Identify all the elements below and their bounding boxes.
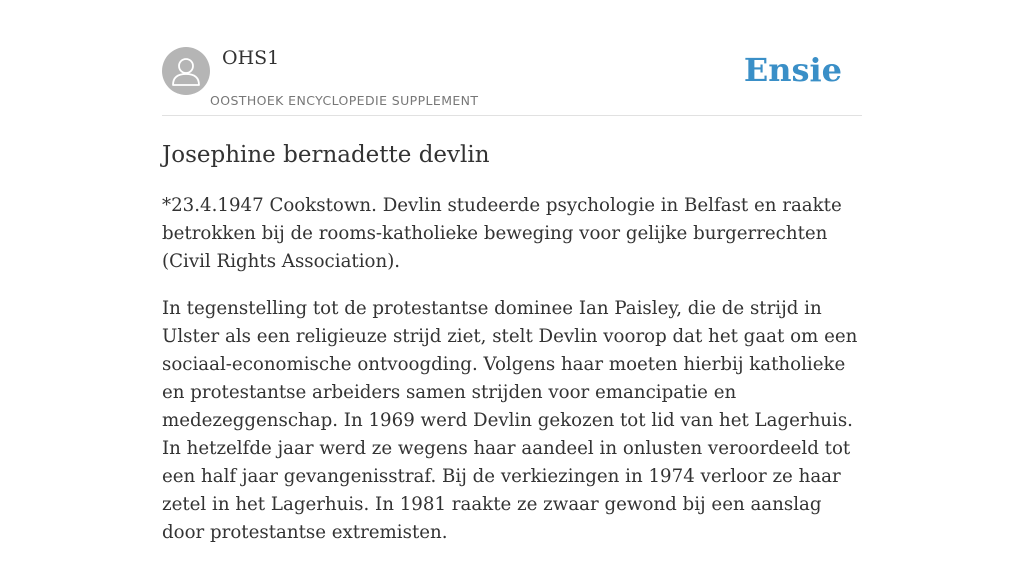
- author-avatar-icon[interactable]: [162, 47, 210, 95]
- ensie-logo[interactable]: Ensie: [743, 51, 842, 89]
- header-divider: [162, 115, 862, 116]
- article-paragraph: *23.4.1947 Cookstown. Devlin studeerde psychologie in Belfast en raakte betrokken bij de rooms-katholieke beweging voor gelijke burgerrechten (Civil Rights Association).: [162, 195, 842, 272]
- article-body: [162, 192, 862, 566]
- article-title: Josephine bernadette devlin: [162, 142, 490, 168]
- user-silhouette-icon: [162, 47, 210, 95]
- article-paragraph: In tegenstelling tot de protestantse dominee Ian Paisley, die de strijd in Ulster als een religieuze strijd ziet, stelt Devlin voorop dat het gaat om een sociaal-economische ontvoogding. Volgens haar moeten hierbij katholieke en protestantse arbeiders samen strijden voor emancipatie en medezeggenschap. In 1969 werd Devlin gekozen tot lid van het Lagerhuis. In hetzelfde jaar werd ze wegens haar aandeel in onlusten veroordeeld tot een half jaar gevangenisstraf. Bij de verkiezingen in 1974 verloor ze haar zetel in het Lagerhuis. In 1981 raakte ze zwaar gewond bij een aanslag door protestantse extremisten.: [162, 298, 858, 543]
- source-label[interactable]: OOSTHOEK ENCYCLOPEDIE SUPPLEMENT: [210, 93, 479, 108]
- author-name[interactable]: OHS1: [222, 47, 280, 69]
